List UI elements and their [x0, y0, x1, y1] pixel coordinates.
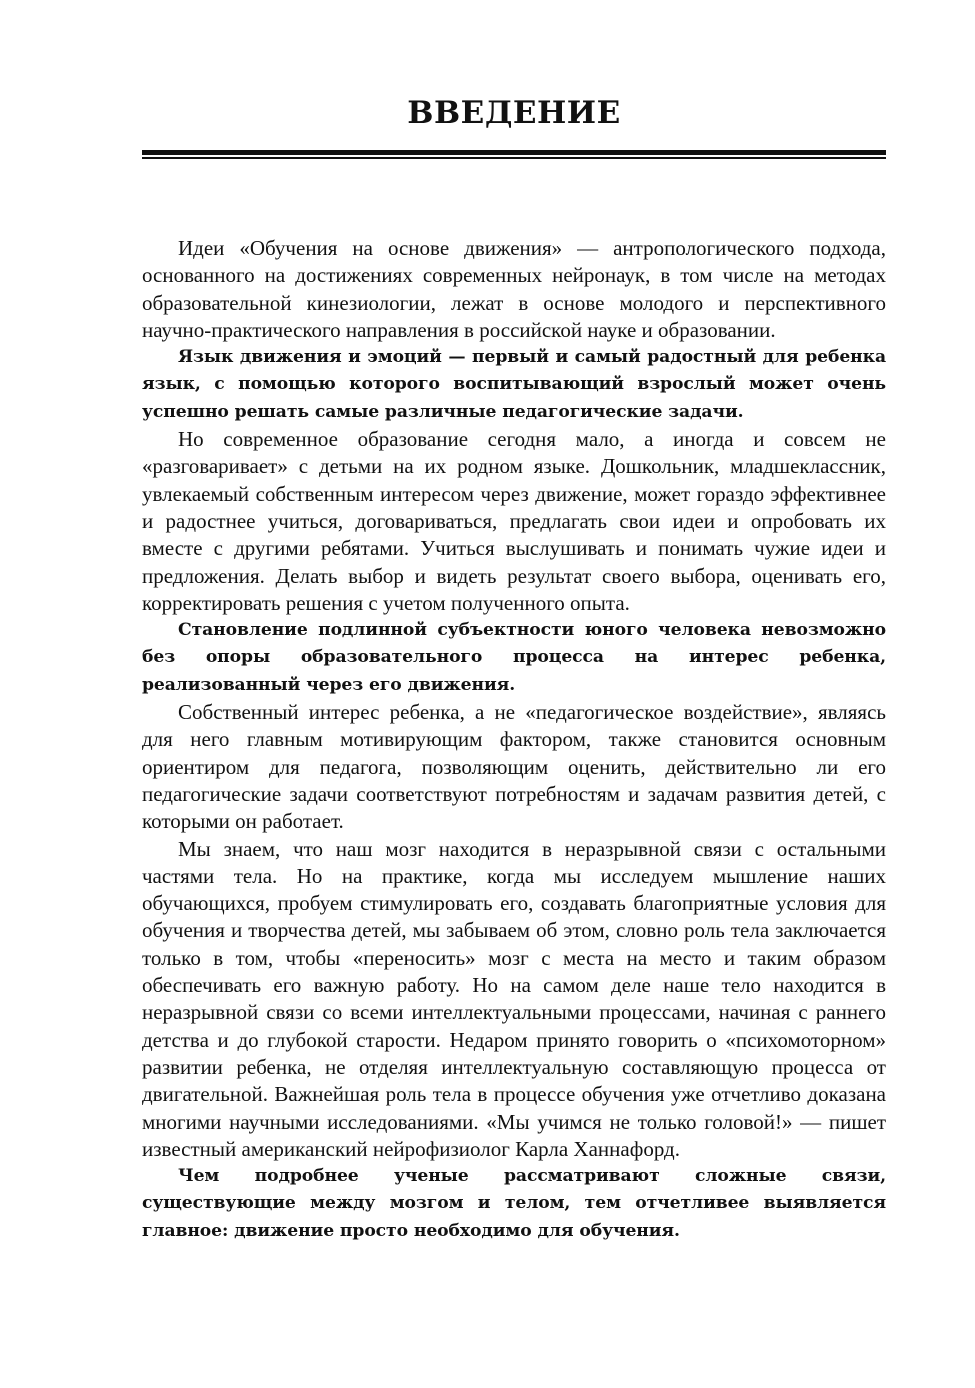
- paragraph-modern-education: Но современное образование сегодня мало, а иногда и совсем не «разговаривает» с детьми на их родном языке. Дошкольник, младшеклассник, увлекаемый собственным интересом через движение, может гораздо эффективнее и радостнее учиться, договариваться, предлагать свои идеи и опробовать их вместе с другими ребятами. Учиться выслушивать и понимать чужие идеи и предложения. Делать выбор и видеть результат своего выбора, оценивать его, корректировать решения с учетом полученного опыта.: [142, 427, 886, 615]
- title-double-rule: [142, 150, 886, 159]
- body-text: [142, 235, 886, 1245]
- paragraph-emphasis-subjectivity: Становление подлинной субъектности юного человека невозможно без опоры образовательного процесса на интерес ребенка, реализованный через его движения.: [142, 620, 886, 695]
- paragraph-brain-body: Мы знаем, что наш мозг находится в неразрывной связи с остальными частями тела. Но на практике, когда мы исследуем мышление наших обучающихся, пробуем стимулировать его, создавать благоприятные условия для обучения и творчества детей, мы забываем об этом, словно роль тела заключается только в том, чтобы «переносить» мозг с места на место и таким образом обеспечивать его важную работу. Но на самом деле наше тело находится в неразрывной связи со всеми интеллектуальными процессами, начиная с раннего детства и до глубокой старости. Недаром принято говорить о «психомоторном» развитии ребенка, не отделяя интеллектуальную составляющую процесса от двигательной. Важнейшая роль тела в процессе обучения уже отчетливо доказана многими научными исследованиями. «Мы учимся не только головой!» — пишет известный американский нейрофизиолог Карла Ханнафорд.: [142, 836, 886, 1161]
- book-page: [142, 0, 886, 1245]
- chapter-title: ВВЕДЕНИЕ: [407, 95, 621, 131]
- paragraph-emphasis-language: Язык движения и эмоций — первый и самый радостный для ребенка язык, с помощью которого воспитывающий взрослый может очень успешно решать самые различные педагогические задачи.: [142, 347, 886, 422]
- paragraph-intro: Идеи «Обучения на основе движения» — антропологического подхода, основанного на достижениях современных нейронаук, в том числе на методах образовательной кинезиологии, лежат в основе молодого и перспективного научно-практического направления в российской науке и образовании.: [142, 236, 886, 342]
- paragraph-emphasis-movement: Чем подробнее ученые рассматривают сложные связи, существующие между мозгом и телом, тем отчетливее выявляется главное: движение просто необходимо для обучения.: [142, 1166, 886, 1241]
- paragraph-child-interest: Собственный интерес ребенка, а не «педагогическое воздействие», являясь для него главным мотивирующим фактором, также становится основным ориентиром для педагога, позволяющим оценить, действительно ли его педагогические задачи соответствуют потребностям и задачам развития детей, с которыми он работает.: [142, 700, 886, 834]
